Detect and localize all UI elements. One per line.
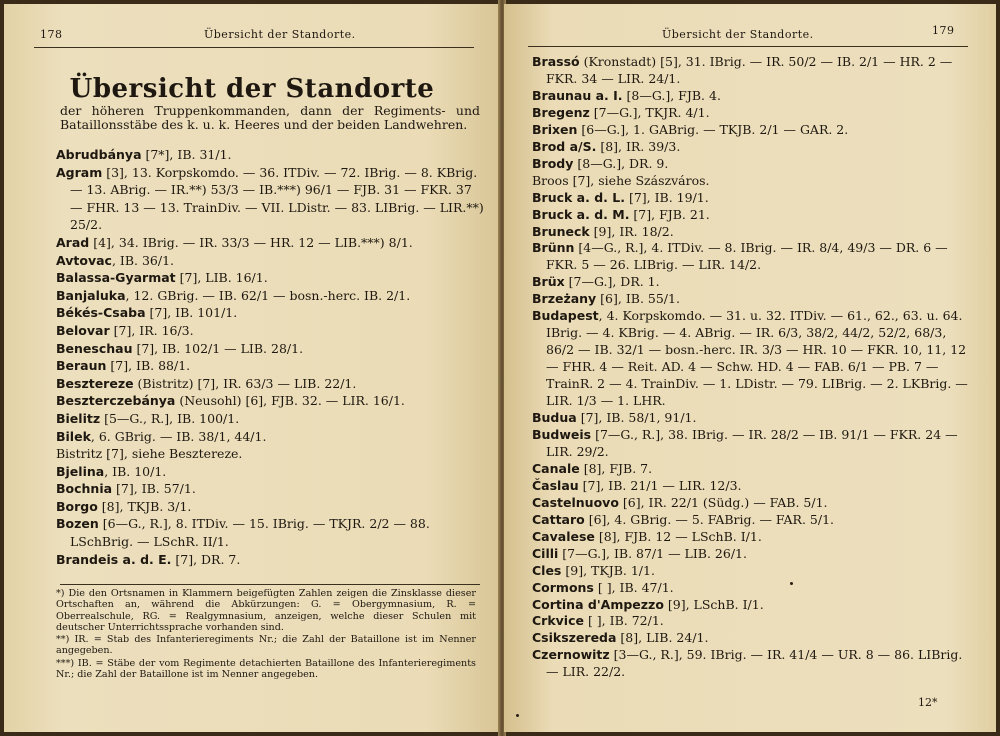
entry	[56, 410, 488, 428]
entry-place-name: Bilek	[56, 428, 91, 444]
entry-details: [9], IR. 18/2.	[589, 223, 674, 239]
entry-place-name: Brandeis a. d. E.	[56, 551, 172, 567]
entry-place-name: Braunau a. I.	[532, 87, 623, 103]
entry-details: [8], FJB. 7.	[579, 460, 653, 476]
entry-place-name: Časlau	[532, 477, 579, 493]
entry	[56, 445, 488, 463]
entry-details: [7], IB. 58/1, 91/1.	[576, 410, 697, 426]
entry	[56, 164, 488, 234]
entry-details: (Neusohl) [6], FJB. 32. — LIR. 16/1.	[175, 393, 405, 409]
entry-details: [8—G.], FJB. 4.	[622, 87, 721, 103]
entry-place-name: Cormons	[532, 579, 594, 595]
entry-place-name: Bochnia	[56, 481, 113, 497]
entry-details: , IB. 36/1.	[111, 252, 174, 268]
entry-details: , IB. 10/1.	[104, 463, 167, 479]
right-running-head: Übersicht der Standorte.	[662, 28, 814, 41]
entry-details: [7*], IB. 31/1.	[141, 147, 232, 162]
entry-details: [9], TKJB. 1/1.	[561, 562, 655, 578]
entry-details: Bistritz [7], siehe Besztereze.	[56, 446, 243, 462]
entry-place-name: Cavalese	[532, 528, 595, 544]
entry-place-name: Brixen	[532, 121, 578, 137]
entry-place-name: Cortina d'Ampezzo	[532, 596, 664, 612]
entry	[532, 512, 974, 529]
entry-place-name: Cilli	[532, 545, 559, 561]
signature-mark: 12*	[918, 696, 938, 709]
entry	[56, 146, 488, 164]
entry-place-name: Belovar	[56, 322, 110, 338]
entry-details: [3—G., R.], 59. IBrig. — IR. 41/4 — UR. 8 — 86. LIBrig. — LIR. 22/2.	[546, 647, 963, 680]
footnotes	[56, 588, 476, 681]
entry	[56, 515, 488, 550]
entry	[532, 122, 974, 139]
entry-details: [7], LIB. 16/1.	[175, 270, 268, 286]
entry	[56, 287, 488, 305]
entry-place-name: Brody	[532, 155, 574, 171]
entry-details: (Bistritz) [7], IR. 63/3 — LIB. 22/1.	[133, 375, 357, 391]
entry-details: [8], FJB. 12 — LSchB. I/1.	[594, 528, 762, 544]
ink-speck	[516, 714, 519, 717]
entry	[532, 478, 974, 495]
entry-details: [3], 13. Korpskomdo. — 36. ITDiv. — 72. IBrig. — 8. KBrig. — 13. ABrig. — IR.**) 53/3 — IB.***) 96/1 — FJB. 31 — FKR. 37 — FHR. 13 — 13. TrainDiv. — VII. LDistr. — 83. LIBrig. — LIR.**) 25/2.	[70, 164, 484, 233]
entry-details: [ ], IB. 47/1.	[593, 579, 674, 595]
entry	[532, 88, 974, 105]
footnote: *) Die den Ortsnamen in Klammern beigefügten Zahlen zeigen die Zinsklasse dieser Ortschaften an, während die Abkürzungen: G. = Obergymnasium, R. = Oberrealschule, RG. = Realgymnasium, anzeigen, welche dieser Schulen mit deutscher Unterrichtssprache vorhanden sind.	[56, 588, 476, 633]
entry-place-name: Canale	[532, 460, 580, 476]
entry	[56, 234, 488, 252]
right-header-rule	[528, 46, 968, 47]
entry-details: [6—G.], 1. GABrig. — TKJB. 2/1 — GAR. 2.	[577, 121, 849, 137]
entry-details: [6—G., R.], 8. ITDiv. — 15. IBrig. — TKJR. 2/2 — 88. LSchBrig. — LSchR. II/1.	[70, 516, 430, 550]
entry-place-name: Cles	[532, 562, 562, 578]
entry	[532, 563, 974, 580]
entry-details: [5—G., R.], IB. 100/1.	[100, 410, 240, 426]
entry	[532, 240, 974, 274]
entry-place-name: Besztereze	[56, 375, 134, 391]
entry-place-name: Bregenz	[532, 104, 590, 120]
entry-details: [8], LIB. 24/1.	[616, 630, 709, 646]
entry-details: [7], FJB. 21.	[629, 206, 710, 222]
entry-place-name: Arad	[56, 234, 90, 250]
entry	[532, 529, 974, 546]
footnote-rule	[60, 584, 480, 585]
entry	[532, 54, 974, 88]
entry	[532, 410, 974, 427]
entry-details: [7], IR. 16/3.	[109, 322, 194, 338]
entry-place-name: Castelnuovo	[532, 494, 619, 510]
page-title: Übersicht der Standorte	[69, 74, 435, 104]
entry-place-name: Bruck a. d. L.	[532, 189, 625, 205]
entry	[56, 340, 488, 358]
entry-place-name: Cattaro	[532, 511, 585, 527]
entry-place-name: Csikszereda	[532, 630, 617, 646]
entry-details: [9], LSchB. I/1.	[663, 596, 764, 612]
right-page	[504, 4, 996, 732]
left-entry-list	[56, 146, 488, 568]
page-subtitle: der höheren Truppenkommanden, dann der Regiments- und Bataillonsstäbe des k. u. k. Heeres und der beiden Landwehren.	[60, 103, 480, 132]
entry-place-name: Czernowitz	[532, 647, 610, 663]
entry	[532, 613, 974, 630]
ink-speck	[790, 582, 793, 585]
entry-details: [8], IR. 39/3.	[596, 138, 681, 154]
entry-place-name: Beraun	[56, 358, 107, 374]
entry-details: [7], IB. 21/1 — LIR. 12/3.	[578, 477, 742, 493]
entry	[56, 252, 488, 270]
entry-place-name: Brünn	[532, 240, 575, 256]
entry-place-name: Békés-Csaba	[56, 305, 146, 321]
entry	[532, 224, 974, 241]
entry-details: [8], TKJB. 3/1.	[97, 498, 192, 514]
entry	[532, 173, 974, 190]
entry-place-name: Beneschau	[56, 340, 133, 356]
entry-place-name: Budua	[532, 410, 577, 426]
entry-place-name: Brzeżany	[532, 291, 597, 307]
entry	[532, 630, 974, 647]
entry-details: Broos [7], siehe Szászváros.	[532, 172, 710, 188]
entry-details: [7], IB. 101/1.	[145, 305, 238, 321]
entry	[56, 357, 488, 375]
entry	[532, 274, 974, 291]
entry	[532, 647, 974, 681]
entry	[532, 461, 974, 478]
entry	[532, 207, 974, 224]
entry-details: , 6. GBrig. — IB. 38/1, 44/1.	[90, 428, 267, 444]
left-page-number: 178	[40, 28, 63, 41]
entry-place-name: Abrudbánya	[56, 147, 142, 162]
entry	[532, 597, 974, 614]
entry-details: [ ], IB. 72/1.	[583, 613, 664, 629]
entry-place-name: Borgo	[56, 498, 98, 514]
entry-details: [7], IB. 102/1 — LIB. 28/1.	[132, 340, 304, 356]
left-running-head: Übersicht der Standorte.	[204, 28, 356, 41]
entry	[56, 498, 488, 516]
entry-place-name: Avtovac	[56, 252, 112, 268]
entry	[56, 392, 488, 410]
entry	[532, 156, 974, 173]
entry	[56, 480, 488, 498]
entry-details: [6], IB. 55/1.	[596, 291, 680, 307]
entry-details: [7—G.], IB. 87/1 — LIB. 26/1.	[558, 545, 747, 561]
entry	[56, 463, 488, 481]
footnote: **) IR. = Stab des Infanterieregiments Nr.; die Zahl der Bataillone ist im Nenner angegeben.	[56, 634, 476, 657]
entry	[56, 551, 488, 569]
entry-place-name: Bielitz	[56, 410, 101, 426]
entry-details: [7], IB. 19/1.	[624, 189, 709, 205]
entry-place-name: Budweis	[532, 426, 592, 442]
entry	[532, 291, 974, 308]
entry	[56, 375, 488, 393]
entry-details: [4—G., R.], 4. ITDiv. — 8. IBrig. — IR. 8/4, 49/3 — DR. 6 — FKR. 5 — 26. LIBrig. — LIR. 14/2.	[546, 240, 948, 273]
entry-place-name: Bjelina	[56, 463, 105, 479]
entry-details: [8—G.], DR. 9.	[573, 155, 669, 171]
entry	[532, 546, 974, 563]
entry	[532, 495, 974, 512]
entry-place-name: Brassó	[532, 54, 580, 69]
entry	[532, 190, 974, 207]
footnote: ***) IB. = Stäbe der vom Regimente detachierten Bataillone des Infanterieregiments Nr.; die Zahl der Bataillone ist im Nenner angegeben.	[56, 657, 476, 681]
entry-details: [7], IB. 57/1.	[112, 481, 196, 497]
entry-details: [7—G.], TKJR. 4/1.	[589, 104, 710, 120]
entry-details: [7], DR. 7.	[171, 551, 241, 567]
right-page-number: 179	[932, 24, 955, 37]
entry	[532, 580, 974, 597]
right-entry-list	[532, 54, 974, 681]
entry	[532, 139, 974, 156]
entry-details: [6], 4. GBrig. — 5. FABrig. — FAR. 5/1.	[584, 511, 834, 527]
entry-details: [7—G., R.], 38. IBrig. — IR. 28/2 — IB. 91/1 — FKR. 24 — LIR. 29/2.	[546, 426, 958, 459]
entry	[532, 105, 974, 122]
entry	[56, 322, 488, 340]
entry-details: , 4. Korpskomdo. — 31. u. 32. ITDiv. — 61., 62., 63. u. 64. IBrig. — 4. KBrig. — 4. ABrig. — IR. 6/3, 38/2, 44/2, 52/2, 68/3, 86/2 — IB. 32/1 — bosn.-herc. IR. 3/3 — HR. 10 — FKR. 10, 11, 12 — FHR. 4 — Reit. AD. 4 — Schw. HD. 4 — FAB. 6/1 — PB. 7 — TrainR. 2 — 4. TrainDiv. — 1. LDistr. — 79. LIBrig. — 2. LKBrig. — LIR. 1/3 — 1. LHR.	[546, 308, 968, 409]
entry-details: , 12. GBrig. — IB. 62/1 — bosn.-herc. IB. 2/1.	[125, 287, 411, 303]
entry-place-name: Crkvice	[532, 613, 584, 629]
entry-place-name: Beszterczebánya	[56, 393, 176, 409]
left-header-rule	[34, 47, 474, 48]
entry-place-name: Bruck a. d. M.	[532, 206, 630, 222]
entry	[56, 304, 488, 322]
entry-details: [7—G.], DR. 1.	[564, 274, 660, 290]
entry	[532, 308, 974, 410]
entry-details: (Kronstadt) [5], 31. IBrig. — IR. 50/2 — IB. 2/1 — HR. 2 — FKR. 34 — LIR. 24/1.	[546, 54, 953, 86]
entry-details: [4], 34. IBrig. — IR. 33/3 — HR. 12 — LIB.***) 8/1.	[89, 234, 413, 250]
entry-place-name: Balassa-Gyarmat	[56, 270, 176, 286]
entry	[56, 428, 488, 446]
entry	[532, 427, 974, 461]
entry-place-name: Brüx	[532, 274, 565, 290]
entry-place-name: Budapest	[532, 308, 599, 324]
entry-place-name: Agram	[56, 164, 103, 180]
entry-place-name: Bruneck	[532, 223, 590, 239]
entry	[56, 269, 488, 287]
entry-details: [6], IR. 22/1 (Südg.) — FAB. 5/1.	[618, 494, 828, 510]
entry-place-name: Bozen	[56, 516, 99, 532]
entry-place-name: Banjaluka	[56, 287, 126, 303]
entry-place-name: Brod a/S.	[532, 138, 597, 154]
left-page	[4, 4, 500, 732]
entry-details: [7], IB. 88/1.	[106, 358, 191, 374]
